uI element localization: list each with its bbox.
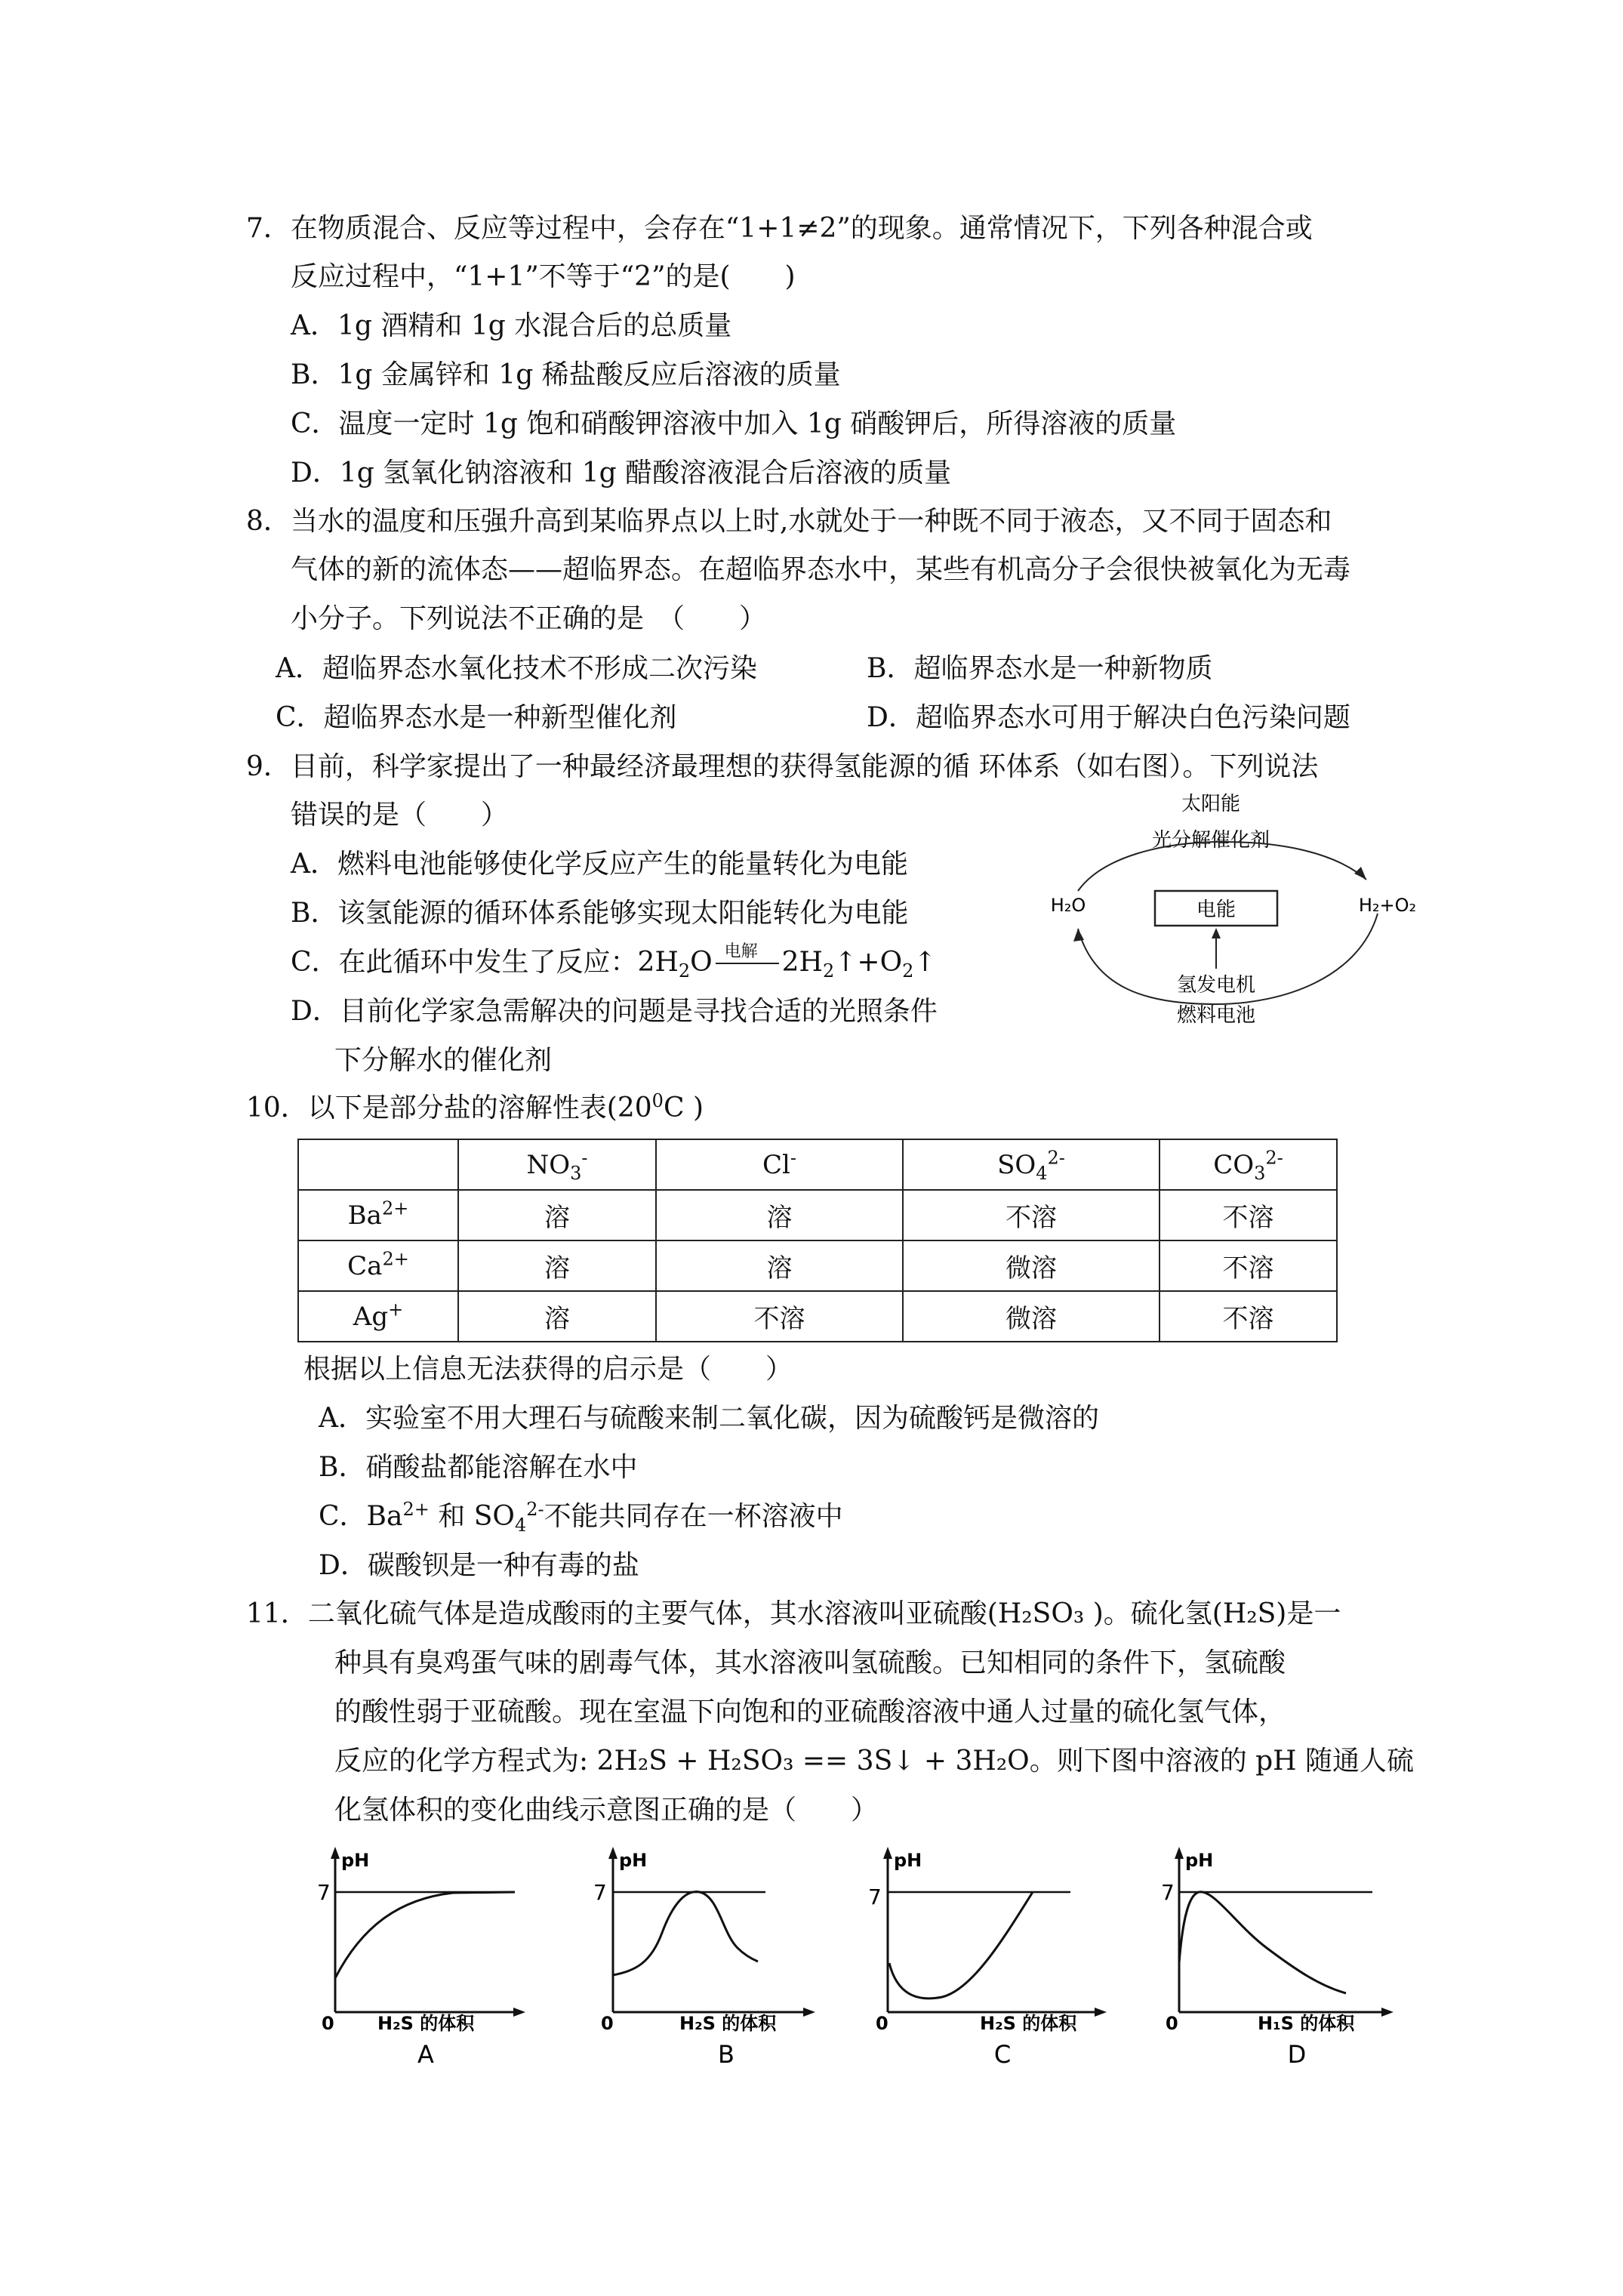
graph-a-ylabel: pH <box>341 1850 370 1871</box>
q10-c-ba: C．Ba <box>319 1501 403 1532</box>
table-cell: 溶 <box>656 1190 903 1240</box>
q10-stem-text: 10．以下是部分盐的溶解性表(20 <box>246 1093 652 1123</box>
graph-d-xlabel: H₁S 的体积 <box>1258 2013 1355 2034</box>
q9-eq-right-sub: 2 <box>822 960 835 982</box>
table-cell: 微溶 <box>903 1240 1160 1291</box>
hydrogen-cycle-diagram <box>1034 789 1442 1038</box>
diagram-bottom-arrowhead <box>1073 929 1084 942</box>
q10-stem-unit: C ) <box>663 1093 704 1123</box>
q8-option-d: D．超临界态水可用于解决白色污染问题 <box>867 702 1350 733</box>
graph-d-seven: 7 <box>1161 1880 1175 1905</box>
diagram-up-arrowhead <box>1212 928 1221 938</box>
q7-option-b: B．1g 金属锌和 1g 稀盐酸反应后溶液的质量 <box>291 359 841 390</box>
diagram-fuel-cell-label: 燃料电池 <box>1176 1004 1256 1027</box>
table-row-header: Ag+ <box>298 1291 458 1342</box>
q9-eq-left-sub: 2 <box>678 960 691 982</box>
table-row-header: $Ca^{2+}$ <box>298 1240 458 1291</box>
table-header-row <box>298 1139 1337 1190</box>
graph-a-xlabel: H₂S 的体积 <box>377 2013 475 2034</box>
table-cell: 溶 <box>656 1240 903 1291</box>
q9-eq-right-sub2: 2 <box>902 960 914 982</box>
q9-eq-right-h: 2H <box>781 947 823 978</box>
table-cell: 溶 <box>458 1291 656 1342</box>
graph-a-letter: A <box>417 2040 434 2069</box>
q9-option-c <box>291 942 937 982</box>
q9-option-c-prefix: C．在此循环中发生了反应： <box>291 947 638 978</box>
q11-line5: 化氢体积的变化曲线示意图正确的是（ ） <box>334 1795 879 1826</box>
q9-eq-left-o: O <box>690 947 713 978</box>
q8-option-c: C．超临界态水是一种新型催化剂 <box>276 702 677 733</box>
table-header-cell: $NO_3^-$ <box>458 1139 656 1190</box>
table-row <box>298 1291 1337 1342</box>
q10-option-b: B．硝酸盐都能溶解在水中 <box>319 1452 638 1483</box>
table-cell: 微溶 <box>903 1291 1160 1342</box>
graph-c-letter: C <box>993 2040 1012 2069</box>
q10-c-so-charge: 2- <box>526 1499 544 1520</box>
q10-option-d: D．碳酸钡是一种有毒的盐 <box>319 1550 639 1581</box>
graph-c-zero: 0 <box>876 2013 888 2034</box>
q9-option-d-line2: 下分解水的催化剂 <box>334 1045 553 1076</box>
graph-b-xlabel: H₂S 的体积 <box>679 2013 777 2034</box>
q9-eq-left-h: 2H <box>637 947 679 978</box>
diagram-generator-label: 氢发电机 <box>1176 974 1256 997</box>
graph-a-zero: 0 <box>322 2013 334 2034</box>
q9-eq-left <box>637 947 713 982</box>
graph-b-letter: B <box>718 2040 735 2069</box>
q10-c-ba-charge: 2+ <box>402 1499 430 1520</box>
q9-option-a: A．燃料电池能够使化学反应产生的能量转化为电能 <box>291 849 908 880</box>
graph-b-seven: 7 <box>593 1880 607 1905</box>
table-cell: 溶 <box>458 1240 656 1291</box>
q9-eq-condition: 电解 <box>724 942 758 961</box>
table-cell: 不溶 <box>903 1190 1160 1240</box>
q8-stem-line1: 8．当水的温度和压强升高到某临界点以上时,水就处于一种既不同于液态，又不同于固态和 <box>246 506 1332 537</box>
q10-stem-degree: 0 <box>651 1090 664 1111</box>
table-corner-cell <box>298 1139 458 1190</box>
table-row <box>298 1240 1337 1291</box>
q7-option-d: D．1g 氢氧化钠溶液和 1g 醋酸溶液混合后溶液的质量 <box>291 458 952 488</box>
graph-b-y-arrowhead <box>608 1847 617 1859</box>
graph-d-zero: 0 <box>1166 2013 1178 2034</box>
graph-a-x-arrowhead <box>513 2008 525 2017</box>
graph-a-curve <box>335 1892 515 1978</box>
table-header-cell: Cl- <box>656 1139 903 1190</box>
q7-option-a: A．1g 酒精和 1g 水混合后的总质量 <box>291 310 732 341</box>
diagram-hydrogen-oxygen-label: H₂+O₂ <box>1358 895 1417 916</box>
diagram-solar-label: 太阳能 <box>1181 793 1241 815</box>
diagram-water-label: H₂O <box>1050 895 1086 916</box>
graph-c-y-arrowhead <box>883 1847 892 1859</box>
q10-option-c <box>319 1499 843 1536</box>
table-cell: 溶 <box>458 1190 656 1240</box>
q9-eq-line <box>716 963 779 964</box>
q7-stem-line2: 反应过程中，“1+1”不等于“2”的是( ) <box>291 261 796 292</box>
q9-option-b: B．该氢能源的循环体系能够实现太阳能转化为电能 <box>291 898 909 929</box>
q10-option-a: A．实验室不用大理石与硫酸来制二氧化碳，因为硫酸钙是微溶的 <box>319 1403 1099 1434</box>
graph-b-zero: 0 <box>601 2013 614 2034</box>
graph-a-y-arrowhead <box>331 1847 340 1859</box>
q9-eq-right-end: ↑ <box>913 947 937 978</box>
q8-stem-line2: 气体的新的流体态——超临界态。在超临界态水中，某些有机高分子会很快被氧化为无毒 <box>291 554 1351 585</box>
table-cell: 不溶 <box>1160 1291 1337 1342</box>
graph-d-curve <box>1179 1892 1346 1993</box>
graph-c-seven: 7 <box>868 1885 882 1909</box>
graph-c-xlabel: H₂S 的体积 <box>980 2013 1077 2034</box>
graph-d <box>1153 1842 1403 2069</box>
q7-option-c: C．温度一定时 1g 饱和硝酸钾溶液中加入 1g 硝酸钾后，所得溶液的质量 <box>291 408 1177 439</box>
q11-line4: 反应的化学方程式为: 2H₂S + H₂SO₃ == 3S↓ + 3H₂O。则下图中溶液的 pH 随通人硫 <box>334 1746 1415 1777</box>
table-row-header: $Ba^{2+}$ <box>298 1190 458 1240</box>
diagram-top-arrowhead <box>1354 867 1366 880</box>
q10-question: 根据以上信息无法获得的启示是（ ） <box>303 1354 793 1385</box>
table-header-cell: $SO_4^{2-}$ <box>903 1139 1160 1190</box>
q9-stem-line1: 9．目前，科学家提出了一种最经济最理想的获得氢能源的循 环体系（如右图）。下列说法 <box>246 751 1319 782</box>
table-cell: 不溶 <box>656 1291 903 1342</box>
graph-d-x-arrowhead <box>1381 2008 1394 2017</box>
q9-option-d-line1: D．目前化学家急需解决的问题是寻找合适的光照条件 <box>291 996 938 1027</box>
graph-b-ylabel: pH <box>619 1850 648 1871</box>
q11-line3: 的酸性弱于亚硫酸。现在室温下向饱和的亚硫酸溶液中通人过量的硫化氢气体， <box>334 1697 1286 1727</box>
diagram-electric-label: 电能 <box>1196 898 1236 921</box>
graph-c-curve <box>889 1892 1033 1999</box>
solubility-table <box>297 1139 1338 1342</box>
q8-option-b: B．超临界态水是一种新物质 <box>867 653 1213 684</box>
graph-b-x-arrowhead <box>803 2008 815 2017</box>
q11-line1: 11．二氧化硫气体是造成酸雨的主要气体，其水溶液叫亚硫酸(H₂SO₃ )。硫化氢(H₂S)是一 <box>246 1598 1341 1629</box>
graph-d-letter: D <box>1287 2040 1307 2069</box>
q9-stem-line2: 错误的是（ ） <box>291 800 509 831</box>
q9-eq-right-mid: ↑+O <box>834 947 903 978</box>
graph-c-x-arrowhead <box>1095 2008 1107 2017</box>
graph-d-y-arrowhead <box>1175 1847 1184 1859</box>
q7-stem-line1: 7．在物质混合、反应等过程中，会存在“1+1≠2”的现象。通常情况下，下列各种混合或 <box>246 213 1313 244</box>
q10-c-so: 和 SO <box>429 1501 515 1532</box>
graph-c <box>867 1842 1116 2069</box>
graph-c-ylabel: pH <box>894 1850 922 1871</box>
graph-b-curve <box>613 1892 758 1975</box>
graph-b <box>590 1842 817 2069</box>
table-cell: 不溶 <box>1160 1240 1337 1291</box>
table-row <box>298 1190 1337 1240</box>
q10-stem <box>246 1090 704 1123</box>
graph-d-ylabel: pH <box>1185 1850 1214 1871</box>
q11-line2: 种具有臭鸡蛋气味的剧毒气体，其水溶液叫氢硫酸。已知相同的条件下，氢硫酸 <box>334 1647 1286 1678</box>
graph-a-seven: 7 <box>317 1880 331 1905</box>
q8-option-a: A．超临界态水氧化技术不形成二次污染 <box>276 653 757 684</box>
diagram-catalyst-label: 光分解催化剂 <box>1151 829 1270 852</box>
table-cell: 不溶 <box>1160 1190 1337 1240</box>
graph-a <box>302 1842 528 2069</box>
q10-c-rest: 不能共同存在一杯溶液中 <box>544 1501 843 1532</box>
table-header-cell: $CO_3^{2-}$ <box>1160 1139 1337 1190</box>
q10-c-so-sub: 4 <box>514 1515 527 1536</box>
q9-eq-arrow <box>713 942 782 978</box>
q8-stem-line3: 小分子。下列说法不正确的是 （ ） <box>291 603 767 634</box>
